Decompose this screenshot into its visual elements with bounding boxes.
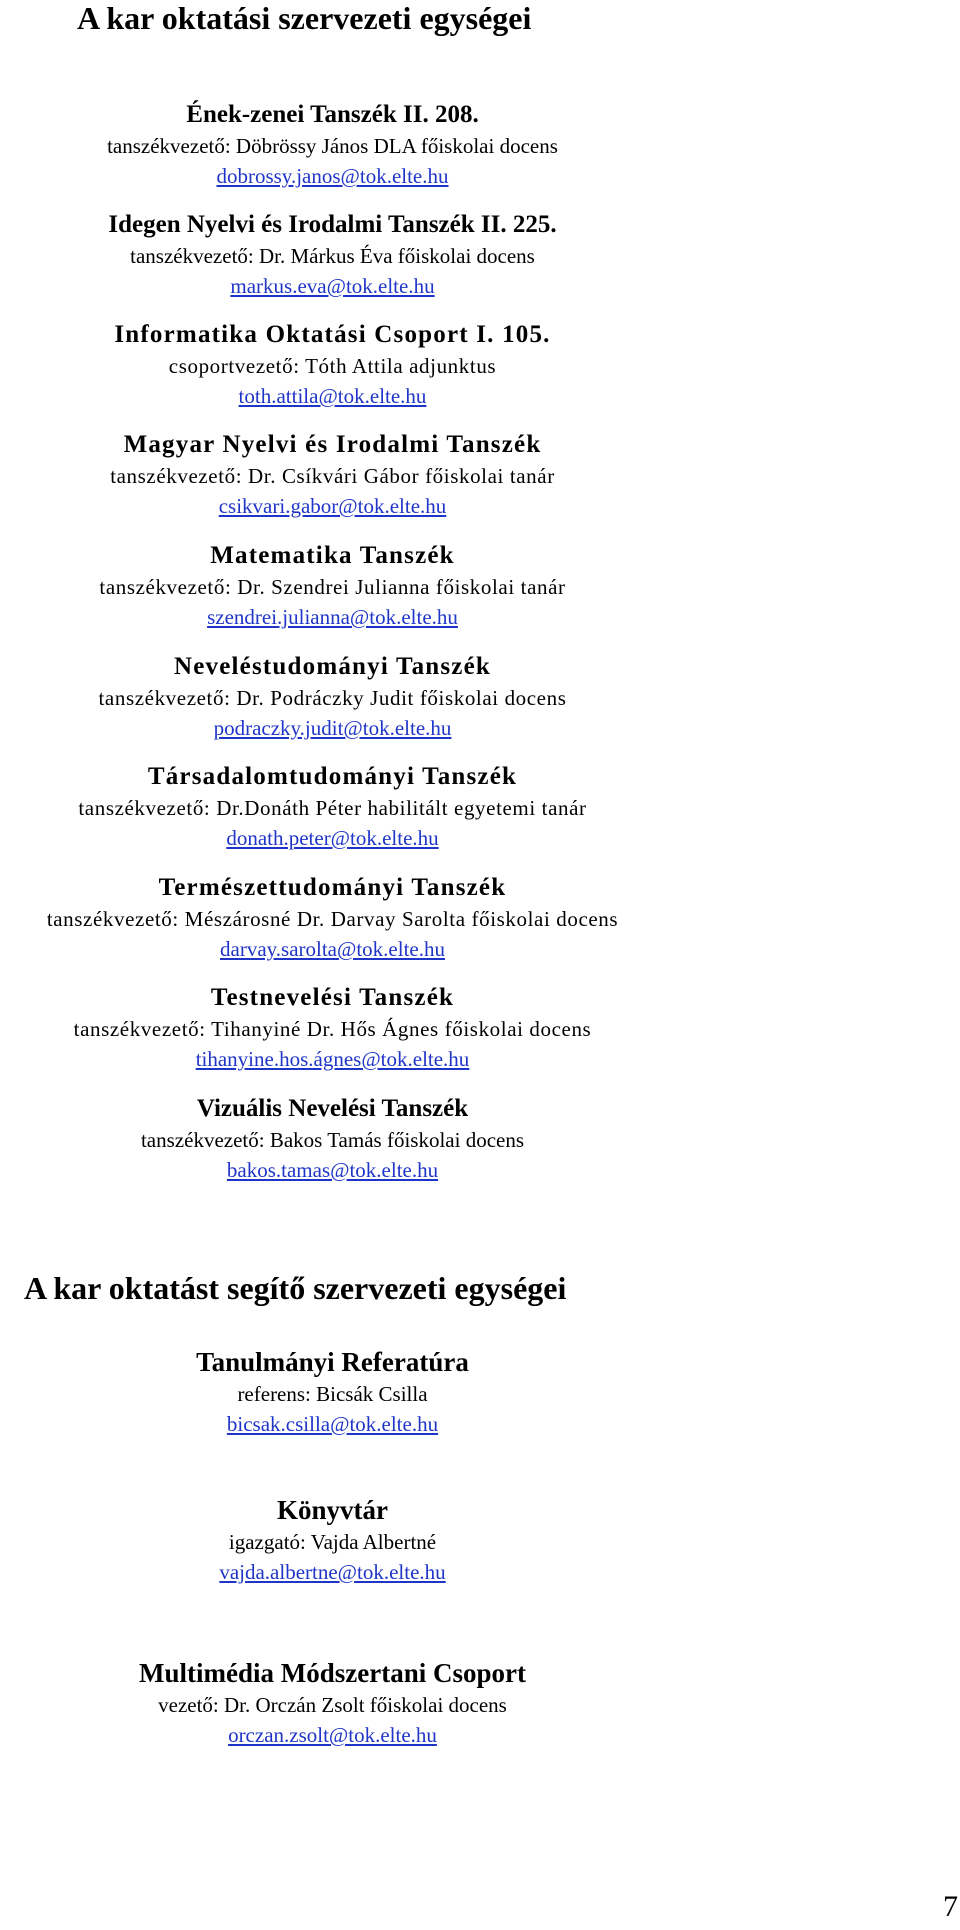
unit-leader: csoportvezető: Tóth Attila adjunktus [168, 354, 497, 378]
email-link[interactable]: csikvari.gabor@tok.elte.hu [218, 494, 447, 518]
email-link[interactable]: dobrossy.janos@tok.elte.hu [216, 164, 449, 188]
unit-name: Társadalomtudományi Tanszék [147, 763, 518, 790]
email-link[interactable]: podraczky.judit@tok.elte.hu [213, 716, 452, 740]
unit-leader: tanszékvezető: Bakos Tamás főiskolai docens [140, 1128, 525, 1152]
unit-leader: igazgató: Vajda Albertné [228, 1530, 437, 1554]
unit-tarsadalom [0, 760, 665, 853]
unit-name: Magyar Nyelvi és Irodalmi Tanszék [123, 431, 542, 458]
unit-leader: tanszékvezető: Dr. Podráczky Judit főiskolai docens [98, 686, 567, 710]
email-link[interactable]: bicsak.csilla@tok.elte.hu [226, 1412, 439, 1436]
unit-name: Könyvtár [277, 1495, 388, 1525]
unit-magyar-nyelvi [0, 428, 665, 521]
unit-name: Vizuális Nevelési Tanszék [196, 1095, 469, 1122]
unit-leader: tanszékvezető: Dr. Csíkvári Gábor főiskolai tanár [110, 464, 555, 488]
unit-konyvtar [0, 1494, 665, 1587]
unit-enek-zenei [0, 98, 665, 191]
unit-matematika [0, 539, 665, 632]
unit-name: Idegen Nyelvi és Irodalmi Tanszék II. 225. [108, 211, 557, 238]
unit-leader: tanszékvezető: Döbrössy János DLA főiskolai docens [107, 134, 558, 158]
email-link[interactable]: toth.attila@tok.elte.hu [238, 384, 427, 408]
unit-name: Neveléstudományi Tanszék [173, 653, 492, 680]
section-title-teaching-units: A kar oktatási szervezeti egységei [77, 0, 532, 36]
page-number: 7 [943, 1890, 958, 1923]
unit-vizualis [0, 1092, 665, 1185]
email-link[interactable]: orczan.zsolt@tok.elte.hu [228, 1723, 437, 1747]
unit-name: Tanulmányi Referatúra [196, 1347, 469, 1377]
unit-testneveles [0, 981, 665, 1074]
unit-leader: tanszékvezető: Dr. Szendrei Julianna főiskolai tanár [99, 575, 566, 599]
unit-termeszet [0, 871, 665, 964]
unit-informatika [0, 318, 665, 411]
unit-neveles [0, 650, 665, 743]
section-title-support-units: A kar oktatást segítő szervezeti egységei [24, 1270, 567, 1306]
unit-tanulmanyi-referatura [0, 1346, 665, 1439]
unit-name: Informatika Oktatási Csoport I. 105. [114, 321, 551, 348]
unit-leader: tanszékvezető: Dr.Donáth Péter habilitált egyetemi tanár [78, 796, 587, 820]
unit-name: Ének-zenei Tanszék II. 208. [186, 101, 479, 128]
email-link[interactable]: szendrei.julianna@tok.elte.hu [207, 605, 458, 629]
unit-leader: tanszékvezető: Tihanyiné Dr. Hős Ágnes főiskolai docens [73, 1017, 592, 1041]
unit-name: Multimédia Módszertani Csoport [139, 1658, 526, 1688]
unit-multimedia [0, 1657, 665, 1750]
email-link[interactable]: vajda.albertne@tok.elte.hu [219, 1560, 446, 1584]
email-link[interactable]: bakos.tamas@tok.elte.hu [226, 1158, 439, 1182]
unit-leader: tanszékvezető: Dr. Márkus Éva főiskolai docens [130, 244, 535, 268]
email-link[interactable]: donath.peter@tok.elte.hu [226, 826, 439, 850]
unit-leader: vezető: Dr. Orczán Zsolt főiskolai docens [158, 1693, 507, 1717]
email-link[interactable]: tihanyine.hos.ágnes@tok.elte.hu [195, 1047, 470, 1071]
unit-name: Természettudományi Tanszék [158, 874, 507, 901]
unit-leader: tanszékvezető: Mészárosné Dr. Darvay Sarolta főiskolai docens [46, 907, 619, 931]
unit-idegen-nyelvi [0, 208, 665, 301]
unit-name: Matematika Tanszék [210, 542, 455, 569]
unit-leader: referens: Bicsák Csilla [237, 1382, 428, 1406]
email-link[interactable]: markus.eva@tok.elte.hu [230, 274, 435, 298]
email-link[interactable]: darvay.sarolta@tok.elte.hu [220, 937, 445, 961]
unit-name: Testnevelési Tanszék [210, 984, 455, 1011]
